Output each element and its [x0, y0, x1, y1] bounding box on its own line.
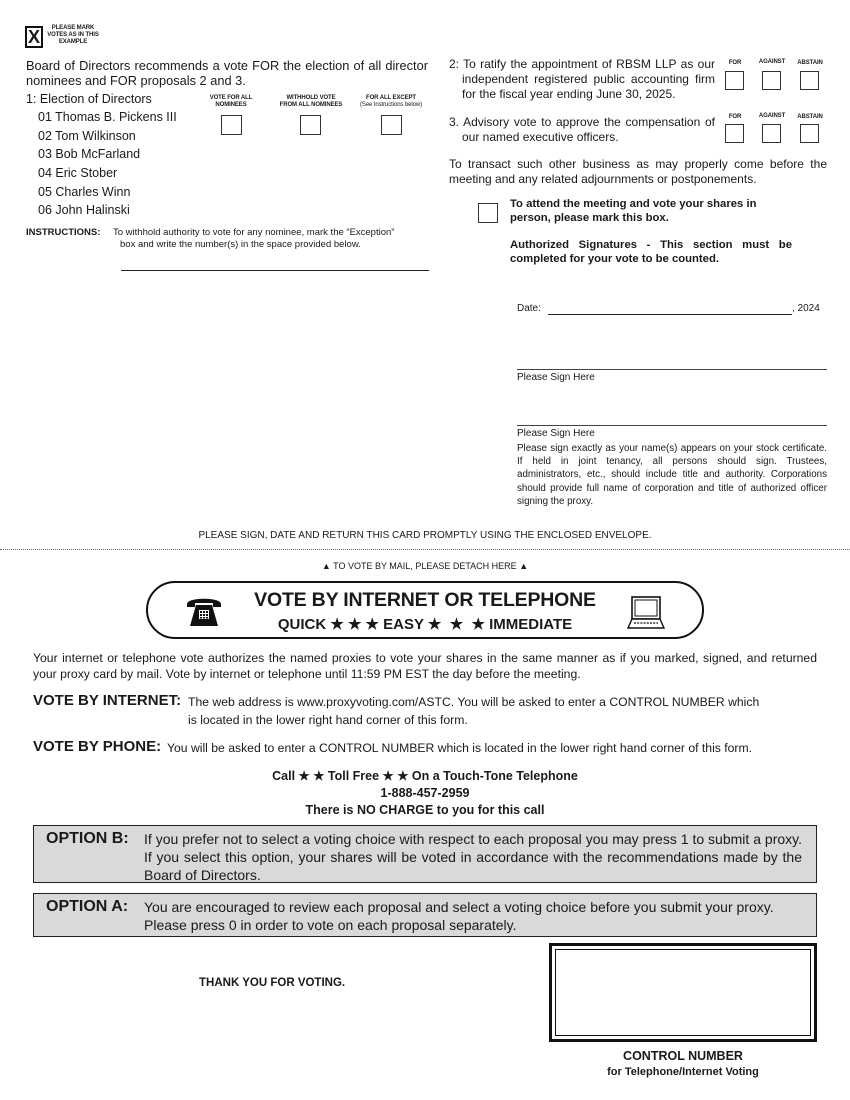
p3-for-checkbox[interactable] [725, 124, 744, 143]
p2-abstain-label: ABSTAIN [797, 60, 823, 66]
call-block [0, 768, 850, 819]
p3-against-label: AGAINST [758, 113, 786, 119]
col-label: FOR ALL EXCEPT [366, 95, 416, 101]
control-number-title: CONTROL NUMBER [623, 1049, 743, 1063]
detach-text: TO VOTE BY MAIL, PLEASE DETACH HERE [333, 561, 517, 571]
option-b-box [33, 825, 817, 883]
col-vote-for-all [200, 95, 262, 109]
control-number-subtitle: for Telephone/Internet Voting [607, 1066, 759, 1078]
nominee: 04 Eric Stober [38, 166, 118, 181]
col-label: WITHHOLD VOTE [286, 95, 336, 101]
for-all-except-checkbox[interactable] [381, 115, 402, 135]
p2-for-label: FOR [728, 60, 742, 66]
date-label: Date: [517, 303, 541, 314]
return-notice: PLEASE SIGN, DATE AND RETURN THIS CARD PROMPTLY USING THE ENCLOSED ENVELOPE. [198, 530, 652, 541]
date-input-line[interactable] [548, 314, 792, 315]
vote-internet-line1: The web address is www.proxyvoting.com/ASTC. You will be asked to enter a CONTROL NUMBER which [188, 695, 760, 709]
vote-phone-text: You will be asked to enter a CONTROL NUMBER which is located in the lower right hand corner of this form. [167, 741, 753, 755]
nominee: 01 Thomas B. Pickens III [38, 110, 177, 124]
example-mark-box: X [25, 26, 43, 48]
vote-banner [146, 581, 704, 639]
p3-abstain-checkbox[interactable] [800, 124, 819, 143]
p3-against-checkbox[interactable] [762, 124, 781, 143]
nominee-list [38, 110, 177, 222]
nominee: 02 Tom Wilkinson [38, 128, 136, 143]
vote-internet-line2: is located in the lower right hand corner of this form. [188, 713, 468, 727]
vote-for-all-checkbox[interactable] [221, 115, 242, 135]
sign-here-label-1: Please Sign Here [517, 372, 595, 383]
col-label: NOMINEES [215, 102, 247, 108]
nominee: 06 John Halinski [38, 203, 130, 218]
sign-here-label-2: Please Sign Here [517, 428, 595, 439]
up-arrow-icon: ▲ [321, 561, 331, 571]
date-year: , 2024 [792, 303, 820, 314]
call-line: Call ★ ★ Toll Free ★ ★ On a Touch-Tone Telephone [272, 769, 578, 783]
signature-line-2[interactable] [517, 425, 827, 426]
up-arrow-icon: ▲ [519, 561, 529, 571]
other-business-text: To transact such other business as may properly come before the meeting and any related adjournments or postponements. [449, 157, 827, 186]
detach-perforation-line [0, 549, 850, 550]
p2-against-checkbox[interactable] [762, 71, 781, 90]
p2-abstain-checkbox[interactable] [800, 71, 819, 90]
nominee: 03 Bob McFarland [38, 147, 141, 162]
control-number-value [555, 949, 811, 1036]
attend-in-person-checkbox[interactable] [478, 203, 498, 223]
toll-free-number[interactable]: 1-888-457-2959 [380, 786, 470, 800]
instructions-line1: To withhold authority to vote for any nominee, mark the “Exception” [113, 227, 395, 238]
authorized-signatures-text: Authorized Signatures - This section must be completed for your vote to be counted. [510, 239, 792, 265]
signing-instructions: Please sign exactly as your name(s) appears on your stock certificate. If held in joint tenancy, all persons should sign. Trustees, administrators, etc., should include title and authority. Corporations should provide full name of corporation and title of authorized officer signing the proxy. [517, 443, 827, 507]
board-recommendation: Board of Directors recommends a vote FOR the election of all director nominees and FOR proposals 2 and 3. [26, 58, 428, 88]
vote-internet-label: VOTE BY INTERNET: [33, 692, 182, 709]
detach-instruction [0, 561, 850, 571]
thank-you-text: THANK YOU FOR VOTING. [199, 977, 346, 989]
banner-subtitle: QUICK ★ ★ ★ EASY ★ ★ ★ IMMEDIATE [277, 616, 573, 633]
p3-for-label: FOR [728, 114, 742, 120]
instructions-label: INSTRUCTIONS: [26, 227, 101, 238]
instructions-line2: box and write the number(s) in the space provided below. [120, 239, 361, 250]
withhold-all-checkbox[interactable] [300, 115, 321, 135]
proposal-3-text: 3. Advisory vote to approve the compensation of our named executive officers. [449, 115, 715, 144]
option-a-text: You are encouraged to review each proposal and select a voting choice before you submit your proxy. Please press 0 in order to vote on each proposal separately. [144, 899, 774, 933]
col-label: (See Instructions below) [360, 102, 422, 108]
col-label: FROM ALL NOMINEES [279, 102, 343, 108]
vote-phone-label: VOTE BY PHONE: [33, 738, 162, 755]
proposal-1-title: 1: Election of Directors [26, 92, 152, 106]
banner-title: VOTE BY INTERNET OR TELEPHONE [254, 589, 596, 611]
col-withhold [272, 95, 350, 109]
p2-for-checkbox[interactable] [725, 71, 744, 90]
p3-abstain-label: ABSTAIN [797, 114, 823, 120]
no-charge-line: There is NO CHARGE to you for this call [305, 803, 545, 817]
col-label: VOTE FOR ALL [209, 95, 253, 101]
option-a-box [33, 893, 817, 937]
nominee: 05 Charles Winn [38, 184, 131, 199]
col-for-all-except [352, 95, 430, 109]
exception-write-in-line[interactable] [121, 270, 429, 271]
option-b-text: If you prefer not to select a voting choice with respect to each proposal you may press 1 to submit a proxy. If you select this option, your shares will be voted in accordance with the recommendations made by the Board of Directors. [144, 831, 802, 883]
laptop-icon [626, 595, 666, 636]
attend-in-person-text: To attend the meeting and vote your shares in person, please mark this box. [510, 198, 757, 224]
option-b-label: OPTION B: [46, 830, 129, 847]
option-a-label: OPTION A: [46, 898, 129, 915]
p2-against-label: AGAINST [758, 59, 786, 65]
example-mark-label: PLEASE MARK VOTES AS IN THIS EXAMPLE [47, 25, 99, 45]
authorization-text: Your internet or telephone vote authorizes the named proxies to vote your shares in the same manner as if you marked, signed, and returned your proxy card by mail. Vote by internet or telephone until 11:59 PM EST the day before the meeting. [33, 651, 817, 681]
control-number-box [549, 943, 817, 1042]
signature-line-1[interactable] [517, 369, 827, 370]
proposal-2-text: 2: To ratify the appointment of RBSM LLP as our independent registered public accounting firm for the fiscal year ending June 30, 2025. [449, 57, 715, 101]
